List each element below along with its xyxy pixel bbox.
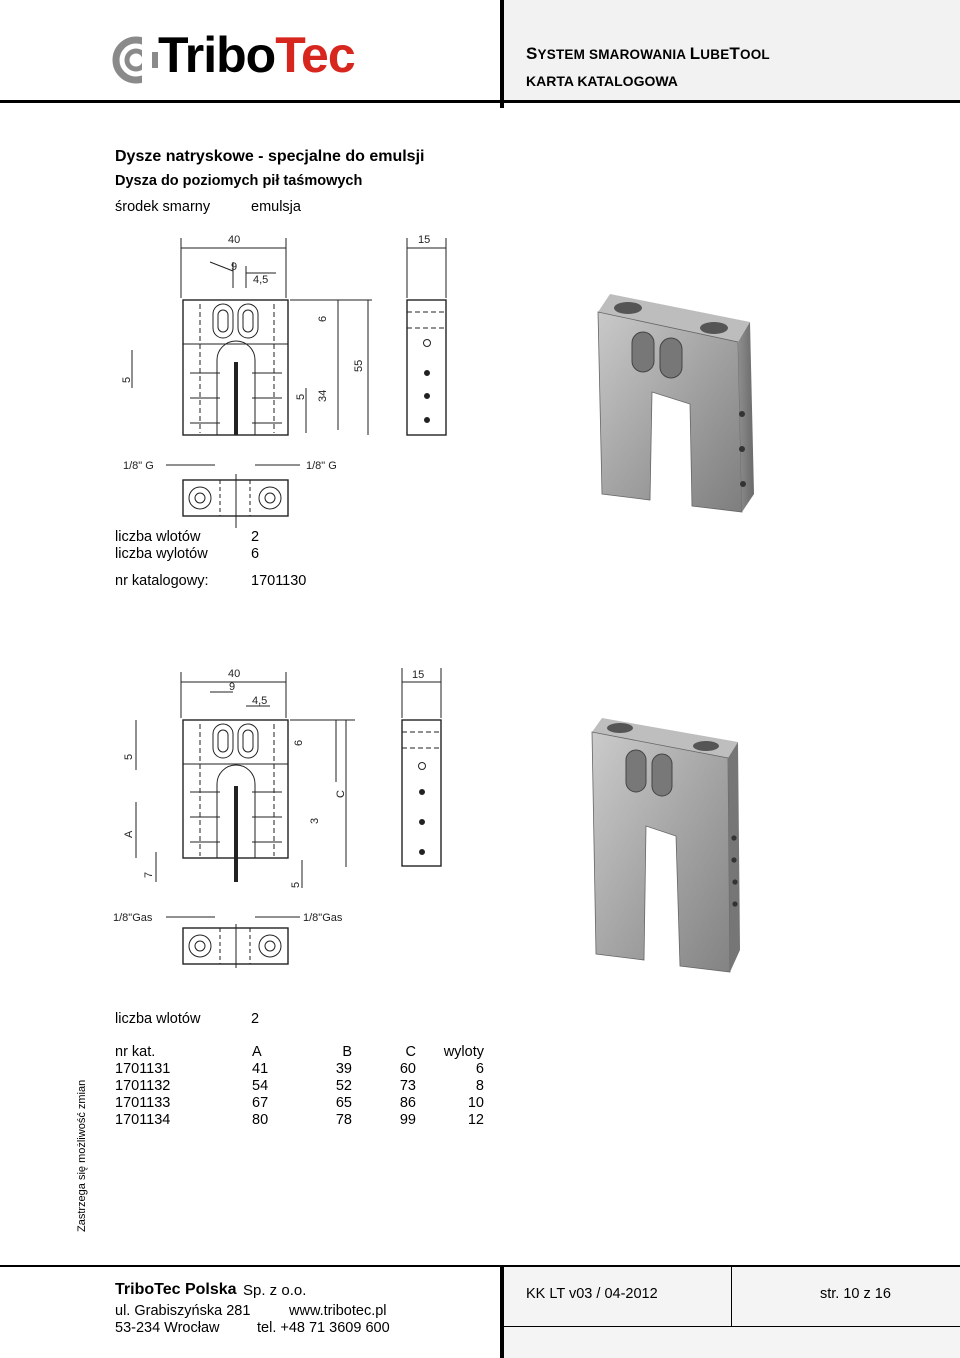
catalog-number-label: nr katalogowy:: [115, 573, 209, 589]
dim-label: 15: [412, 669, 425, 681]
technical-drawing-2: [110, 662, 370, 970]
table-cell: B: [342, 1044, 352, 1060]
thread-label: 1/8" G: [306, 460, 337, 472]
table-cell: 99: [399, 1112, 416, 1128]
footer-company-suffix: Sp. z o.o.: [243, 1282, 307, 1299]
table-cell: 39: [335, 1061, 352, 1077]
thread-label: 1/8" G: [123, 460, 154, 472]
dim-label: C: [335, 790, 347, 798]
dim-label: 5: [290, 881, 302, 888]
footer-company-name: TriboTec Polska: [115, 1281, 237, 1298]
table-cell: 41: [252, 1061, 269, 1077]
dim-label: 9: [231, 261, 238, 273]
dim-label: 55: [353, 359, 365, 372]
table-cell: 86: [399, 1095, 416, 1111]
technical-drawing-1: [110, 228, 360, 530]
dim-label: 5: [123, 753, 135, 760]
table-cell: 65: [335, 1095, 352, 1111]
footer-vertical-divider: [500, 1267, 504, 1358]
dim-label: 4,5: [253, 274, 269, 286]
footer-right-panel: [500, 1267, 960, 1358]
footer-phone: tel. +48 71 3609 600: [257, 1320, 390, 1336]
table-cell: 1701132: [115, 1078, 171, 1094]
dim-label: 5: [295, 393, 307, 400]
dim-label: 9: [229, 681, 236, 693]
footer-vertical-divider-2: [731, 1267, 732, 1327]
table-row: [115, 1061, 484, 1078]
inlets-label: liczba wlotów: [115, 529, 201, 545]
table-cell: 6: [475, 1061, 484, 1077]
catalog-label: KARTA KATALOGOWA: [526, 73, 678, 89]
table-cell: 52: [335, 1078, 352, 1094]
table-row: [115, 1078, 484, 1095]
table-cell: 78: [335, 1112, 352, 1128]
footer-street: ul. Grabiszyńska 281: [115, 1303, 251, 1319]
dim-label: A: [123, 830, 135, 838]
table-cell: 60: [399, 1061, 416, 1077]
product-photo-1: [592, 294, 757, 516]
dim-label: 40: [228, 668, 241, 680]
table-cell: 1701134: [115, 1112, 171, 1128]
section-title: Dysze natryskowe - specjalne do emulsji: [115, 148, 425, 165]
footer-website: www.tribotec.pl: [289, 1303, 387, 1319]
inlets-value: 2: [251, 529, 260, 545]
dim-label: 6: [293, 739, 305, 746]
thread-label: 1/8"Gas: [303, 912, 343, 924]
outlets-label: liczba wylotów: [115, 546, 208, 562]
dim-label: 3: [309, 817, 321, 824]
table-cell: A: [252, 1044, 262, 1060]
footer-horizontal-divider: [504, 1326, 960, 1327]
thread-label: 1/8"Gas: [113, 912, 153, 924]
table-cell: 67: [252, 1095, 269, 1111]
catalog-table: [115, 1044, 484, 1129]
dim-label: 34: [317, 389, 329, 402]
header-divider: [0, 100, 960, 103]
table-cell: 73: [399, 1078, 416, 1094]
inlets-value-2: 2: [251, 1011, 260, 1027]
footer-doc-version: KK LT v03 / 04-2012: [526, 1286, 658, 1302]
table-cell: C: [405, 1044, 416, 1060]
dim-label: 6: [317, 315, 329, 322]
footer-city: 53-234 Wrocław: [115, 1320, 220, 1336]
table-cell: 12: [467, 1112, 484, 1128]
dim-label: 40: [228, 234, 241, 246]
footer-page-number: str. 10 z 16: [820, 1286, 891, 1302]
system-title: SYSTEM SMAROWANIA LUBETOOL: [526, 44, 770, 63]
outlets-value: 6: [251, 546, 260, 562]
inlets-label-2: liczba wlotów: [115, 1011, 201, 1027]
side-note: Zastrzega się możliwość zmian: [76, 1079, 88, 1232]
footer-divider: [0, 1265, 960, 1267]
table-cell: wyloty: [443, 1044, 484, 1060]
table-row: [115, 1095, 484, 1112]
dim-label: 5: [121, 376, 133, 383]
logo-mark-icon: [112, 36, 160, 84]
table-cell: 1701131: [115, 1061, 171, 1077]
table-cell: 1701133: [115, 1095, 171, 1111]
technical-drawing-2-side: [392, 662, 462, 872]
section-subtitle: Dysza do poziomych pił taśmowych: [115, 173, 363, 189]
table-cell: 80: [252, 1112, 269, 1128]
dim-label: 15: [418, 234, 431, 246]
table-cell: nr kat.: [115, 1044, 156, 1060]
dim-label: 4,5: [252, 695, 268, 707]
dim-label: 7: [143, 871, 155, 878]
company-logo: TriboTec: [158, 27, 355, 83]
table-cell: 8: [475, 1078, 484, 1094]
table-header-row: [115, 1044, 484, 1061]
lubricant-label: środek smarny: [115, 199, 211, 215]
table-row: [115, 1112, 484, 1129]
table-cell: 10: [467, 1095, 484, 1111]
product-photo-2: [588, 718, 744, 974]
header-vertical-divider: [500, 0, 504, 108]
table-cell: 54: [252, 1078, 269, 1094]
lubricant-value: emulsja: [251, 199, 301, 215]
technical-drawing-1-side: [353, 228, 462, 448]
catalog-number-value: 1701130: [251, 573, 307, 589]
